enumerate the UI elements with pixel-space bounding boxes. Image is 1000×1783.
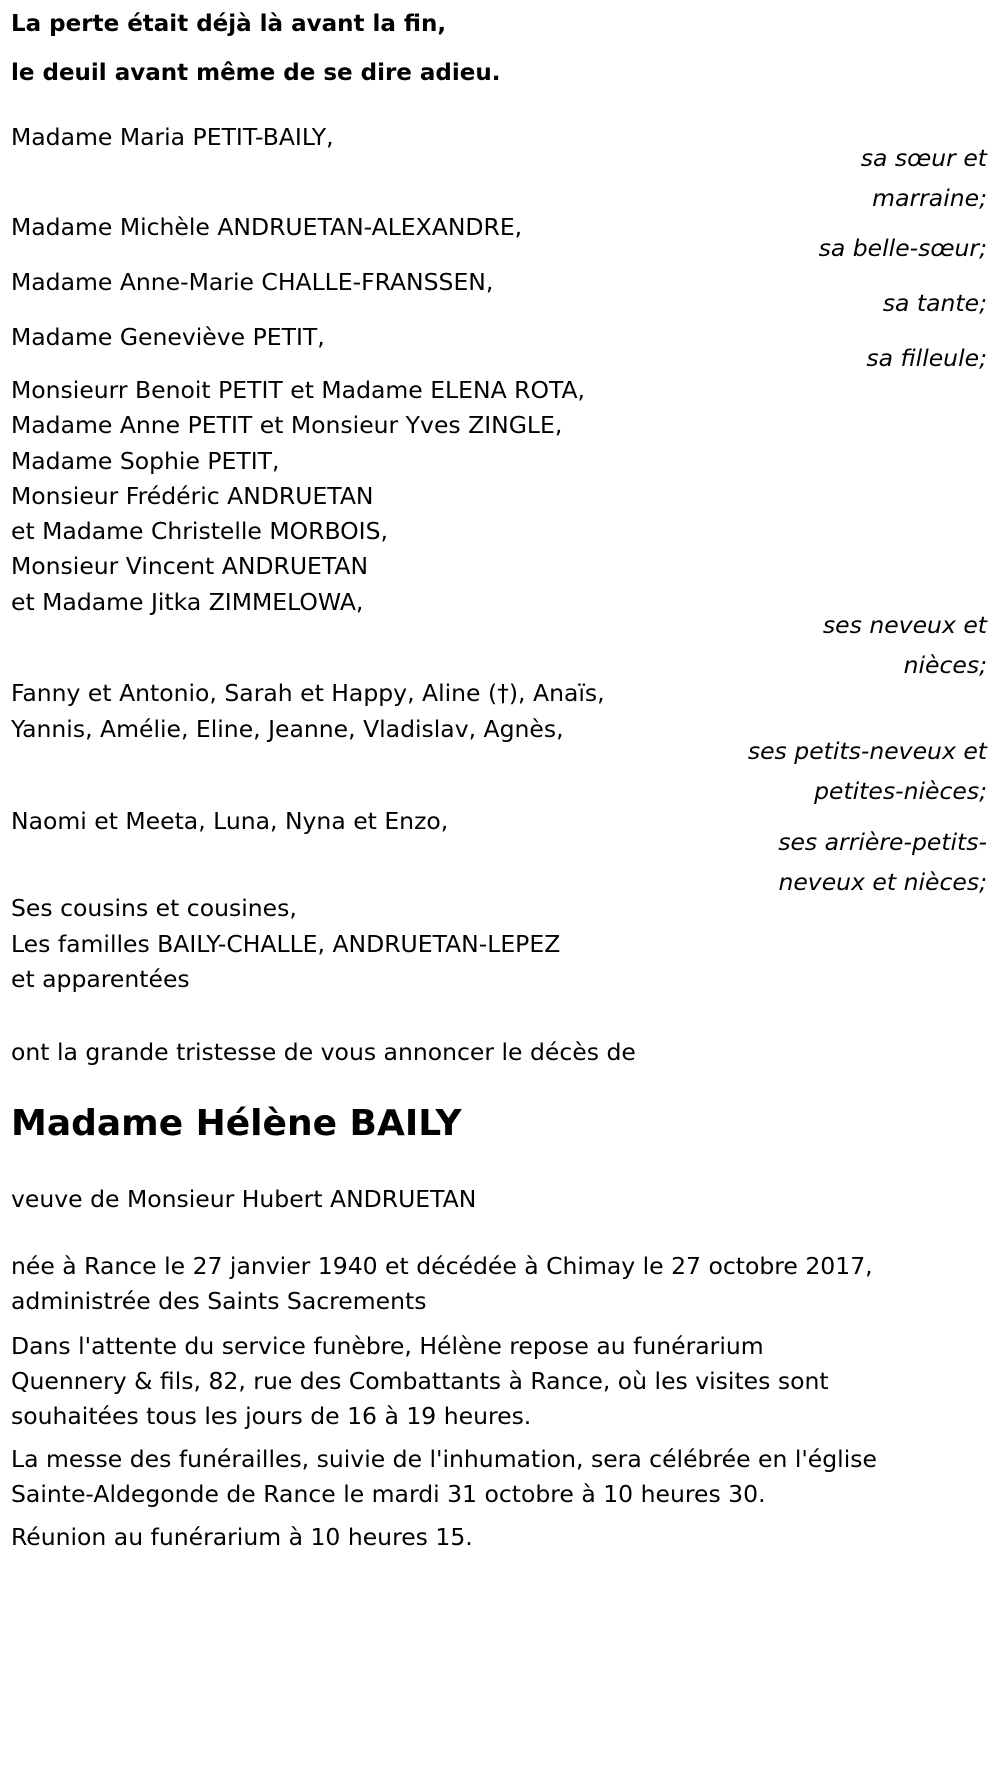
family-member-name: Madame Geneviève PETIT, [11,323,325,351]
list-item: Ses cousins et cousines, [11,894,297,922]
family-relation: ses petits-neveux et petites-nièces; [747,737,987,805]
list-item: Fanny et Antonio, Sarah et Happy, Aline (†), Anaïs, [11,679,605,707]
family-member-name: Madame Michèle ANDRUETAN-ALEXANDRE, [11,213,523,241]
birth-death-paragraph: née à Rance le 27 janvier 1940 et décédée à Chimay le 27 octobre 2017, administrée des Saints Sacrements [11,1252,873,1315]
meeting-line: Réunion au funérarium à 10 heures 15. [11,1523,473,1551]
list-item: Monsieur Frédéric ANDRUETAN [11,481,374,510]
family-member-name: Madame Anne-Marie CHALLE-FRANSSEN, [11,268,494,296]
grandnephews-list [11,675,605,747]
list-item: Monsieur Vincent ANDRUETAN [11,552,369,581]
family-member-name: Naomi et Meeta, Luna, Nyna et Enzo, [11,807,449,835]
list-item: Madame Anne PETIT et Monsieur Yves ZINGLE, [11,411,563,440]
family-relation: sa belle-sœur; [818,234,987,262]
visit-paragraph: Dans l'attente du service funèbre, Hélène repose au funérarium Quennery & fils, 82, rue des Combattants à Rance, où les visites sont souhaitées tous les jours de 16 à 19 heures. [11,1332,829,1430]
list-item: Yannis, Amélie, Eline, Jeanne, Vladislav, Agnès, [11,715,564,743]
family-relation: sa tante; [882,289,987,317]
family-relation: ses neveux et nièces; [822,611,987,679]
widow-line: veuve de Monsieur Hubert ANDRUETAN [11,1185,477,1213]
mass-paragraph: La messe des funérailles, suivie de l'inhumation, sera célébrée en l'église Sainte-Aldegonde de Rance le mardi 31 octobre à 10 heures 30. [11,1445,877,1508]
intro-line: La perte était déjà là avant la fin, [11,11,447,37]
intro-verse [11,0,501,98]
deceased-name: Madame Hélène BAILY [11,1103,462,1144]
announcement-text: ont la grande tristesse de vous annoncer le décès de [11,1038,636,1066]
family-relation: ses arrière-petits- neveux et nièces; [778,828,987,896]
family-member-name: Madame Maria PETIT-BAILY, [11,123,334,151]
list-item: Madame Sophie PETIT, [11,446,280,475]
list-item: et Madame Jitka ZIMMELOWA, [11,587,364,616]
list-item: Les familles BAILY-CHALLE, ANDRUETAN-LEPEZ [11,929,561,958]
cousins-block [11,891,560,998]
list-item: et apparentées [11,965,190,993]
family-relation: sa filleule; [866,344,987,372]
family-relation: sa sœur et marraine; [860,144,987,212]
list-item: et Madame Christelle MORBOIS, [11,517,388,546]
nephews-list [11,373,585,620]
list-item: Monsieurr Benoit PETIT et Madame ELENA ROTA, [11,376,586,404]
intro-line: le deuil avant même de se dire adieu. [11,60,501,86]
